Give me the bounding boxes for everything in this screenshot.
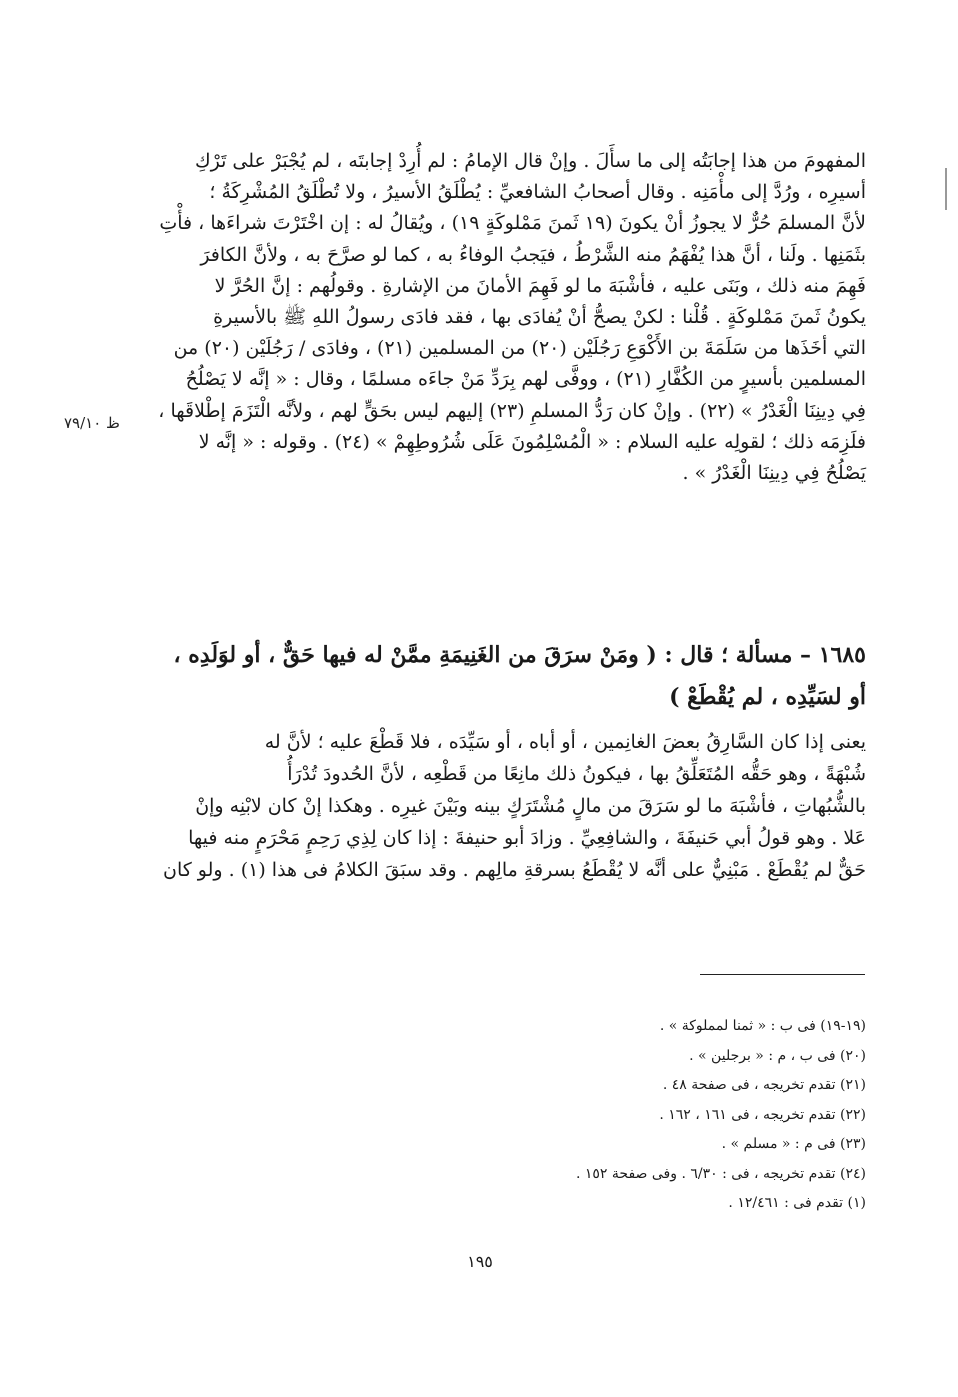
text-line: أسيرِه ، ورُدَّ إلى مأْمَنِه . وقال أصحابُ الشافعيِّ : يُطْلَقُ الأسيرُ ، ولا تُطْلَقُ المُشْرِكَةُ ؛: [209, 181, 866, 204]
main-text: [158, 146, 866, 489]
footnote: (٢٢) تقدم تخريجه ، فى ١٦١ ، ١٦٢ .: [659, 1106, 866, 1123]
text-line: يَصْلُحُ فِي دِينِنَا الْغَدْرُ » .: [682, 462, 866, 485]
text-line: يعنى إذا كان السَّارِقُ بعضَ الغانِمين ، أو أباه ، أو سَيِّدَه ، فلا قَطْعَ عليه ؛ لأنَّ له: [264, 731, 866, 753]
footnote: (٢٠) فى ب ، م : « برجلين » .: [689, 1047, 866, 1064]
scan-edge-mark: [945, 168, 947, 210]
issue-heading: [158, 634, 866, 718]
commentary-text: [158, 726, 866, 886]
text-line: بالشُّبُهاتِ ، فأشْبَهَ ما لو سَرَقَ من مالٍ مُشْتَرَكٍ بينه وبَيْنَ غيرِه . وهكذا إنْ كان لابْنِه وإنْ: [195, 795, 866, 817]
margin-manuscript-ref: ظ ٧٩/١٠: [64, 414, 120, 432]
text-line: لأنَّ المسلمَ حُرٌّ لا يجوزُ أنْ يكونَ (١٩ ثَمنَ مَمْلوكَةٍ ١٩) ، ويُقالُ له : إن اخْتَرْتَ شراءَها ، فأْتِ: [159, 212, 866, 235]
page-number: ١٩٥: [467, 1252, 493, 1271]
text-line: يكونُ ثَمنَ مَمْلوكَةٍ . قُلْنا : لكنْ يصحُّ أنْ يُفادَى بها ، فقد فادَى رسولُ اللهِ ﷺ بالأسيرةِ: [213, 306, 866, 329]
text-line: المسلمين بأسيرٍ من الكُفَّارِ (٢١) ، ووفَّى لهم بِرَدِّ مَنْ جاءَه مسلمًا ، وقال : « إنَّه لا يَصْلُحُ: [185, 368, 866, 391]
issue-number: ١٦٨٥: [818, 642, 866, 668]
footnote: (٢١) تقدم تخريجه ، فى صفحة ٤٨ .: [662, 1077, 866, 1093]
text-line: فلَزِمَه ذلك ؛ لقولِه عليه السلام : « الْمُسْلِمُونَ عَلَى شُرُوطِهِمْ » (٢٤) . وقوله : « إنَّه لا: [198, 430, 866, 453]
text-line: فِي دِينِنَا الْغَدْرُ » (٢٢) . وإنْ كان رَدُّ المسلمِ (٢٣) إليهم ليس بحَقٍّ لهم ، ولأنَّه الْتَزَمَ إطْلاقَها ،: [158, 399, 866, 422]
text-line: فَهِمَ منه ذلك ، وبَنَى عليه ، فأشْبَهَ ما لو فَهِمَ الأمانَ من الإشارةِ . وقولُهم : إنَّ الحُرَّ لا: [214, 274, 866, 297]
footnotes: [380, 1012, 866, 1219]
text-line: التي أخَذَها من سَلَمَةَ بن الأَكْوَعِ رَجُلَيْن (٢٠) من المسلمين (٢١) ، وفادَى / رَجُلَيْن (٢٠) من: [173, 337, 866, 360]
footnote-divider: [700, 974, 865, 975]
text-line: عَلا . وهو قولُ أبي حَنيفَةَ ، والشافِعِيِّ . وزادَ أبو حنيفةَ : إذا كان لِذِي رَحِمٍ مَحْرَمٍ منه فيها: [188, 827, 866, 849]
footnote: (٢٣) فى م : « مسلم » .: [721, 1136, 866, 1152]
footnote: (٢٤) تقدم تخريجه ، فى : ٦/٣٠ . وفى صفحة ١٥٢ .: [575, 1165, 866, 1182]
issue-title: – مسألة ؛ قال : ( ومَنْ سرَقَ من الغَنِيمَةِ ممَّنْ له فيها حَقٌّ ، أو لوَلَدِه ، أو لسَيِّدِه ، لم يُقْطَعْ ): [173, 642, 866, 710]
footnote: (١٩-١٩) فى ب : « ثمنا لمملوكة » .: [659, 1018, 866, 1034]
text-line: بثَمَنِها . ولَنا ، أنَّ هذا يُفْهَمُ منه الشَّرْطُ ، فيَجبُ الوفاءُ به ، كما لو صرَّحَ به ، ولأنَّ الكافرَ: [200, 243, 866, 266]
text-line: المفهومَ من هذا إجابَتُه إلى ما سأَلَ . وإنْ قال الإمامُ : لم أُرِدْ إجابتَه ، لم يُجْبَرْ على تَرْكِ: [194, 150, 866, 172]
footnote: (١) تقدم فى : ١٢/٤٦١ .: [728, 1195, 866, 1211]
text-line: شُبْهَةً ، وهو حَقُّه المُتَعَلِّقُ بها ، فيكونُ ذلك مانِعًا من قَطْعِه ، لأنَّ الحُدودَ تُدْرَأُ: [287, 763, 866, 785]
text-line: حَقٌّ لم يُقْطَعْ . مَبْنِيٌّ على أنَّه لا يُقْطَعُ بسرقةِ مالِهم . وقد سبَقَ الكلامُ فى هذا (١) . ولو كان: [162, 859, 866, 881]
